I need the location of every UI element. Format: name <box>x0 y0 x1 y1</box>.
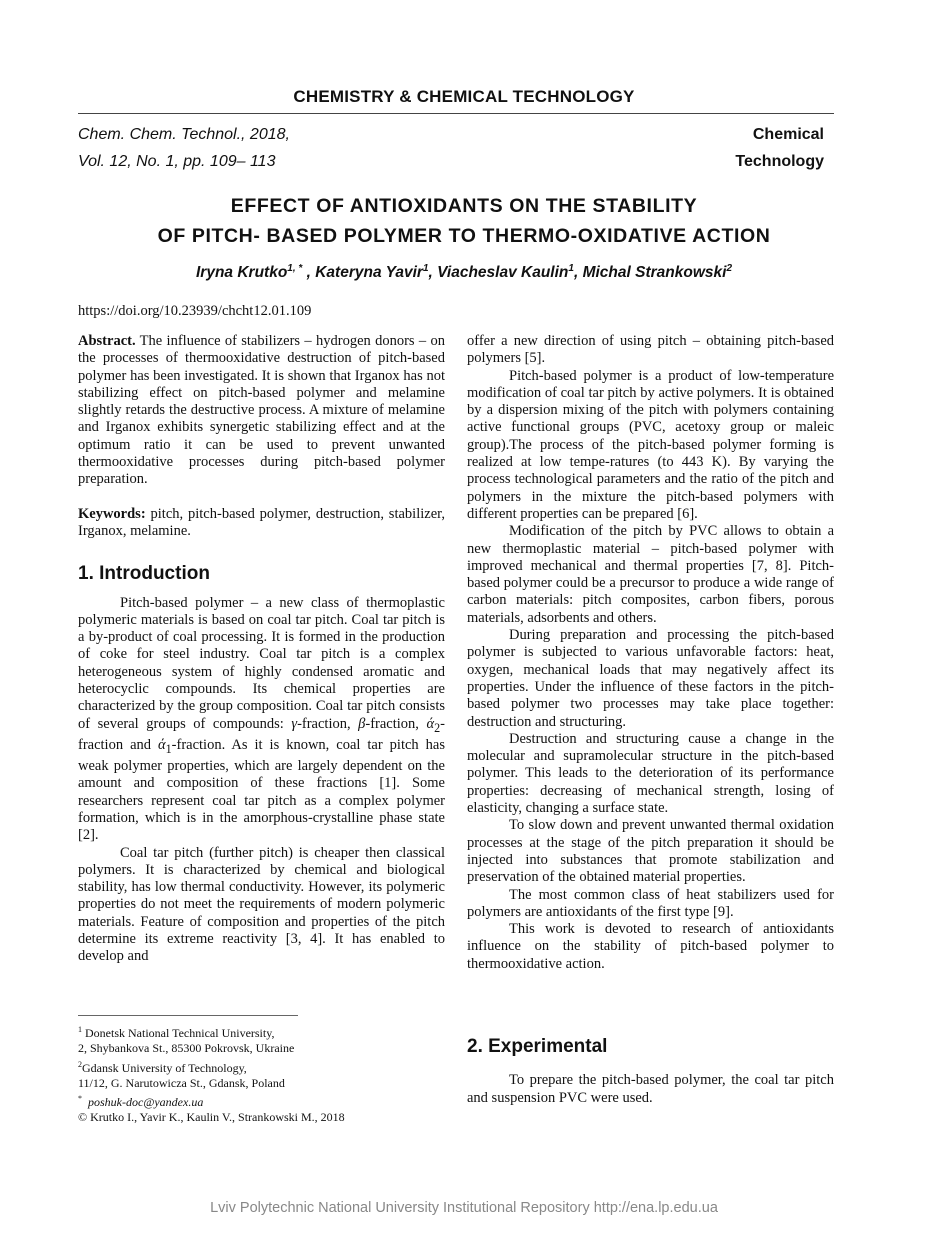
text: -fraction, <box>365 715 427 732</box>
category-line-2: Technology <box>735 153 824 170</box>
intro-paragraph: offer a new direction of using pitch – obtaining pitch-based polymers [5]. <box>467 333 834 367</box>
author-name: Michal Strankowski <box>582 264 727 282</box>
footnote-mark: * <box>78 1094 82 1104</box>
footnote-mark: 1 <box>78 1025 82 1034</box>
subscript: 2 <box>434 720 441 735</box>
beta-symbol: β <box>358 715 366 732</box>
author-affiliation: 1 <box>568 263 574 274</box>
keywords-label: Keywords: <box>78 505 146 522</box>
category-line-1: Chemical <box>752 126 824 143</box>
text: Donetsk National Technical University, <box>82 1026 275 1040</box>
author-affiliation: 1, * <box>287 263 303 274</box>
header-rule <box>78 113 834 114</box>
keywords-text: pitch, pitch-based polymer, destruction, stabilizer, Irganox, melamine. <box>78 505 445 539</box>
alpha-symbol: ά <box>158 736 166 753</box>
email-link[interactable]: poshuk-doc@yandex.ua <box>88 1095 204 1110</box>
intro-paragraph: To slow down and prevent unwanted thermal oxidation processes at the stage of the pitch preparation it should be injected into substances that promote stabilization and preservation of the obtained material properties. <box>467 817 834 886</box>
doi-link[interactable]: https://doi.org/10.23939/chcht12.01.109 <box>78 303 312 319</box>
text: Pitch-based polymer – a new class of thermoplastic polymeric materials is based on coal tar pitch. Coal tar pitch is a by-product of coal processing. It is formed in the production of coke for steel industry. Coal tar pitch is a complex heterogeneous system of highly condensed aromatic and heterocyclic compounds. Its chemical properties are characterized by the group composition. Coal tar pitch consists of several groups of compounds: <box>78 594 445 732</box>
left-column <box>78 333 445 966</box>
text: -fraction and <box>78 715 445 753</box>
intro-paragraph: Pitch-based polymer is a product of low-temperature modification of coal tar pitch by active polymers. It is obtained by a dispersion mixing of the pitch with polymers containing active functional groups (PVC, acetoxy group or maleic group).The process of the pitch-based polymer forming is realized at low tempe-ratures (to 443 K). By varying the process technological parameters and the ratio of the pitch and polymers in the mixture the pitch-based polymers with different properties can be prepared [6]. <box>467 367 834 522</box>
footnote-affiliation-1 <box>78 1022 345 1041</box>
abstract-text: The influence of stabilizers – hydrogen donors – on the processes of thermooxidative destruction of pitch-based polymer has been investigated. It is shown that Irganox has not stabilizing effect on pitch-based polymer and melamine slightly retards the destructive process. A mixture of melamine and Irganox exhibits synergetic stabilizing effect and at the optimum ratio it can be used to prevent unwanted thermooxidative processes during pitch-based polymer preparation. <box>78 333 445 488</box>
intro-paragraph: Modification of the pitch by PVC allows to obtain a new thermoplastic material – pitch-based polymer with improved mechanical and thermal properties [7, 8]. Pitch-based polymer could be a precursor to produce a wide range of carbon materials: pitch composites, carbon fibers, porous materials, adsorbents and others. <box>467 523 834 626</box>
footnote-address-1: 2, Shybankova St., 85300 Pokrovsk, Ukraine <box>78 1041 295 1056</box>
intro-paragraph <box>78 595 445 845</box>
citation-line-2: Vol. 12, No. 1, pp. 109– 113 <box>78 153 276 170</box>
experimental-paragraph: To prepare the pitch-based polymer, the coal tar pitch and suspension PVC were used. <box>467 1072 834 1106</box>
footnote-rule <box>78 1015 298 1016</box>
intro-paragraph: During preparation and processing the pitch-based polymer is subjected to various unfavorable factors: heat, oxygen, mechanical loads that may negatively affect its properties. Under the influence of these factors in the pitch-based polymer two processes may take place together: destruction and structuring. <box>467 627 834 730</box>
keywords <box>78 506 445 541</box>
citation-line-1: Chem. Chem. Technol., 2018, <box>78 126 290 143</box>
section-heading-introduction: 1. Introduction <box>78 563 210 585</box>
journal-header: CHEMISTRY & CHEMICAL TECHNOLOGY <box>293 87 635 106</box>
section-heading-experimental: 2. Experimental <box>467 1036 608 1057</box>
intro-paragraph: Destruction and structuring cause a change in the molecular and supramolecular structure in the pitch-based polymer. This leads to the deterioration of its performance properties: decreasing of mechanical strength, losing of elasticity, changing a surface state. <box>467 730 834 817</box>
author-affiliation: 1 <box>422 263 429 274</box>
experimental-section <box>467 1038 834 1107</box>
intro-paragraph: Coal tar pitch (further pitch) is cheaper then classical polymers. It is characterized by chemical and biological stability, has low thermal conductivity. However, its polymeric properties do not meet the requirements of modern polymeric materials. Feature of composition and properties of the pitch determine its extreme reactivity [3, 4]. It has enabled to develop and <box>78 844 445 965</box>
footnote-mark: 2 <box>78 1059 82 1069</box>
intro-paragraph: This work is devoted to research of antioxidants influence on the stability of pitch-based polymer to thermooxidative action. <box>467 921 834 972</box>
abstract <box>78 333 445 489</box>
author-name: Viacheslav Kaulin <box>437 264 569 282</box>
footnote-address-2: 11/12, G. Narutowicza St., Gdansk, Poland <box>78 1075 285 1090</box>
paper-title-line-2: OF PITCH- BASED POLYMER TO THERMO-OXIDATIVE ACTION <box>157 225 771 247</box>
footnote-email <box>78 1091 345 1110</box>
text: Gdansk University of Technology, <box>82 1060 247 1075</box>
author-list: Iryna Krutko$^{1, *}$ , Kateryna Yavir$^1$, Viacheslav Kaulin$^1$, Michal Strankowski$^2$ <box>195 263 732 282</box>
abstract-label: Abstract. <box>78 333 136 349</box>
right-column <box>467 333 834 973</box>
gamma-symbol: γ <box>291 715 298 732</box>
author-name: Iryna Krutko <box>195 264 288 282</box>
footnote-affiliation-2 <box>78 1057 345 1076</box>
alpha-symbol: ά <box>426 715 435 732</box>
author-affiliation: 2 <box>726 263 732 274</box>
copyright: © Krutko I., Yavir K., Kaulin V., Strankowski M., 2018 <box>78 1110 345 1125</box>
paper-title-line-1: EFFECT OF ANTIOXIDANTS ON THE STABILITY <box>230 195 698 217</box>
author-name: Kateryna Yavir <box>315 264 423 282</box>
repository-footer: Lviv Polytechnic National University Institutional Repository http://ena.lp.edu.ua <box>210 1200 718 1216</box>
intro-paragraph: The most common class of heat stabilizers used for polymers are antioxidants of the first type [9]. <box>467 886 834 920</box>
footnotes <box>78 1022 345 1126</box>
subscript: 1 <box>165 741 172 756</box>
text: -fraction, <box>297 715 359 732</box>
text: -fraction. As it is known, coal tar pitch has weak polymer properties, which are largely dependent on the amount and composition of these fractions [1]. Some researchers represent coal tar pitch as a complex polymer formation, which is in the amorphous-crystalline phase state [2]. <box>78 736 445 844</box>
